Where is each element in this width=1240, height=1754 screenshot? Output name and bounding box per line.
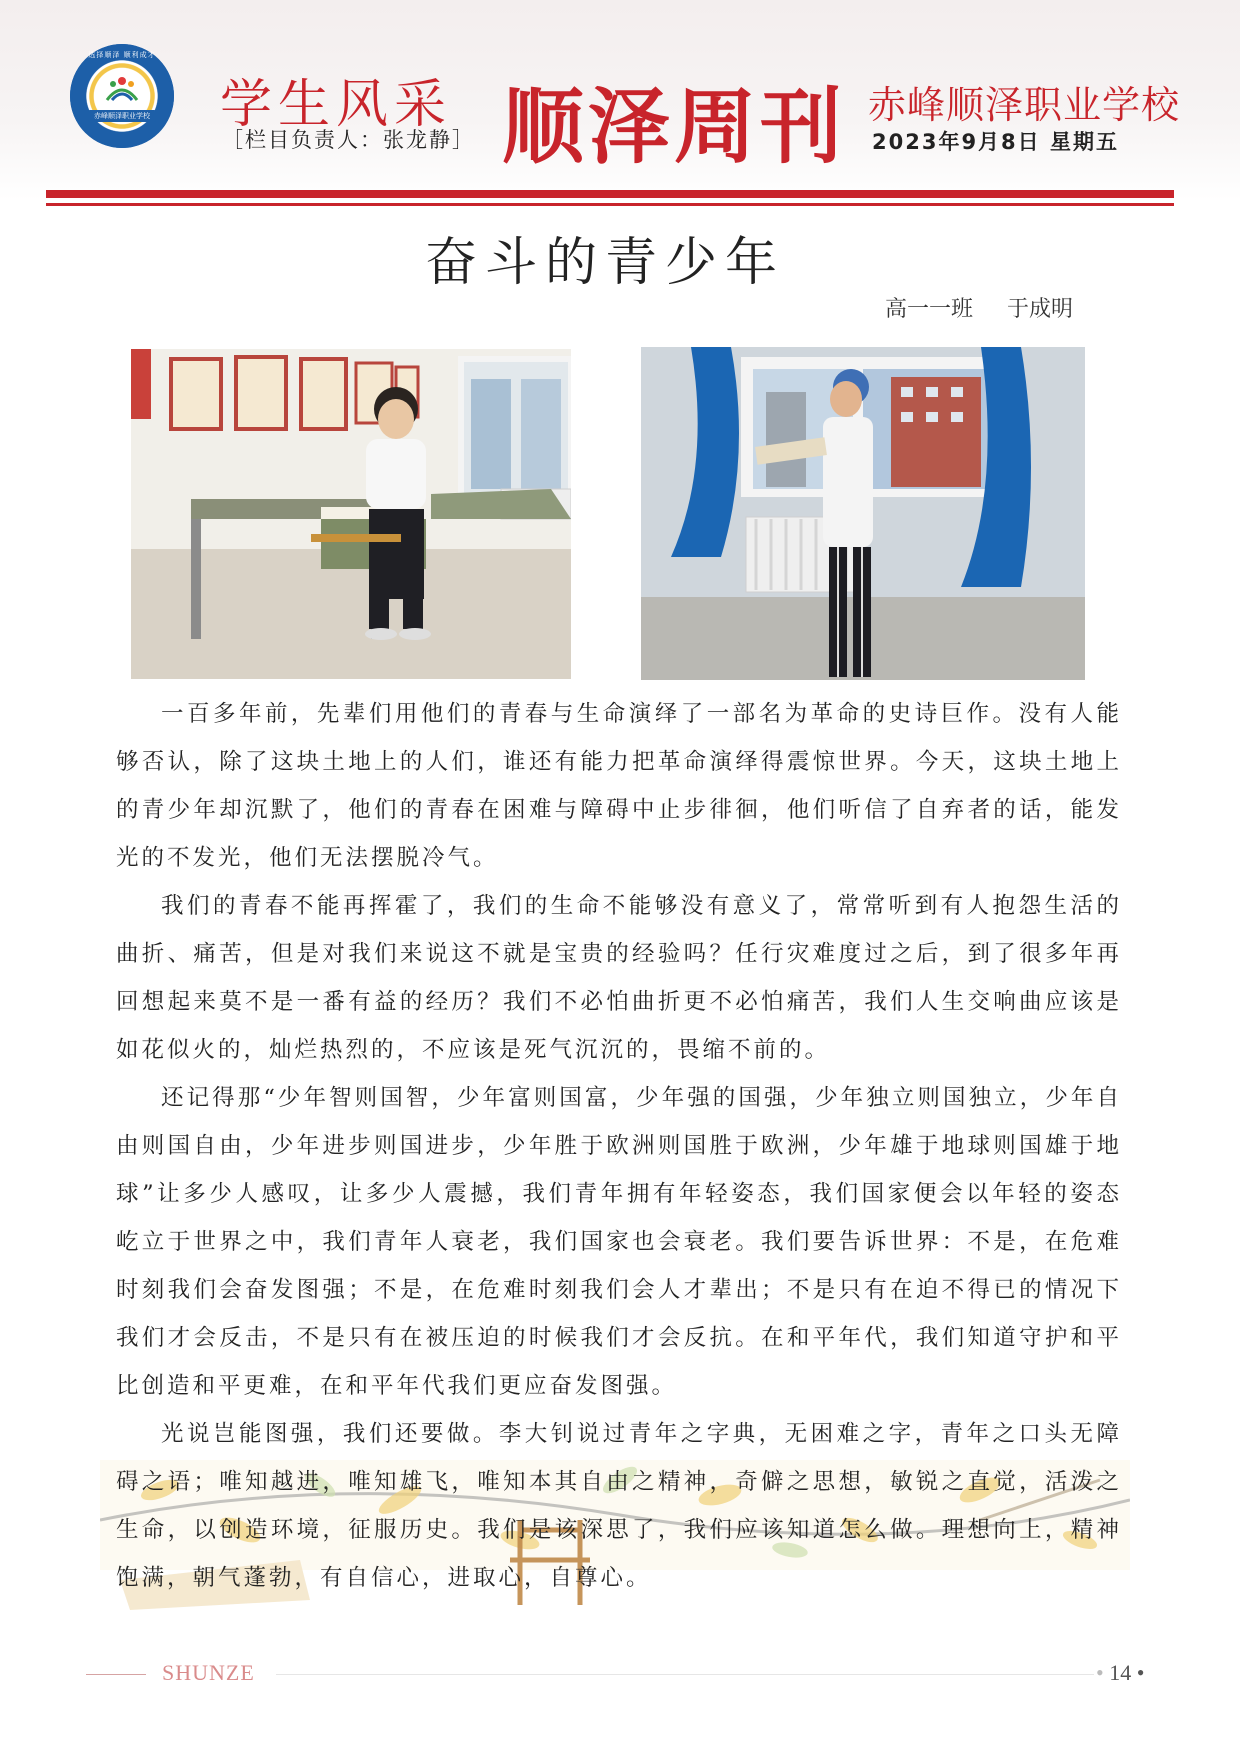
column-name: 学生风采 — [220, 75, 453, 135]
header-rule-thick — [46, 190, 1174, 198]
photo-student-by-window — [641, 347, 1085, 680]
student-reading-at-desk-photo-icon — [131, 349, 571, 679]
article-body — [116, 690, 1122, 1602]
photo-student-at-desk — [131, 349, 571, 679]
author-class: 高一一班 — [885, 297, 974, 322]
page-number-value: 14 — [1109, 1660, 1132, 1685]
logo-ring-text: 选择顺泽 顺利成才 — [88, 51, 156, 59]
paragraph-3: 还记得那“少年智则国智，少年富则国富，少年强的国强，少年独立则国独立，少年自由则国自由，少年进步则国进步，少年胜于欧洲则国胜于欧洲，少年雄于地球则国雄于地球”让多少人感叹，让多少人震撼，我们青年拥有年轻姿态，我们国家便会以年轻的姿态屹立于世界之中，我们青年人衰老，我们国家也会衰老。我们要告诉世界：不是，在危难时刻我们会奋发图强；不是，在危难时刻我们会人才辈出；不是只有在迫不得已的情况下我们才会反击，不是只有在被压迫的时候我们才会反抗。在和平年代，我们知道守护和平比创造和平更难，在和平年代我们更应奋发图强。 — [116, 1085, 1122, 1399]
publication-title: 顺泽周刊 — [502, 80, 847, 175]
footer-rule-left — [86, 1674, 146, 1675]
author-name: 于成明 — [1007, 297, 1074, 322]
issue-date: 2023年9月8日 星期五 — [872, 130, 1119, 154]
paragraph-2: 我们的青春不能再挥霍了，我们的生命不能够没有意义了，常常听到有人抱怨生活的曲折、痛苦，但是对我们来说这不就是宝贵的经验吗？任行灾难度过之后，到了很多年再回想起来莫不是一番有益的经历？我们不必怕曲折更不必怕痛苦，我们人生交响曲应该是如花似火的，灿烂热烈的，不应该是死气沉沉的，畏缩不前的。 — [116, 893, 1122, 1063]
page-dot-right-icon: • — [1136, 1660, 1145, 1685]
header-rule-thin — [46, 203, 1174, 206]
paragraph-4: 光说岂能图强，我们还要做。李大钊说过青年之字典，无困难之字，青年之口头无障碍之语；唯知越进，唯知雄飞，唯知本其自由之精神，奇僻之思想，敏锐之直觉，活泼之生命，以创造环境，征服历史。我们是该深思了，我们应该知道怎么做。理想向上，精神饱满，朝气蓬勃，有自信心，进取心，自尊心。 — [116, 1421, 1122, 1591]
byline — [885, 292, 1073, 323]
footer-brand: SHUNZE — [162, 1660, 255, 1685]
article-title: 奋斗的青少年 — [424, 233, 785, 293]
student-reading-by-window-photo-icon — [641, 347, 1085, 680]
logo-school-name: 赤峰顺泽职业学校 — [88, 110, 156, 122]
column-editor: ［栏目负责人：张龙静］ — [222, 128, 475, 152]
paragraph-1: 一百多年前，先辈们用他们的青春与生命演绎了一部名为革命的史诗巨作。没有人能够否认，除了这块土地上的人们，谁还有能力把革命演绎得震惊世界。今天，这块土地上的青少年却沉默了，他们的青春在困难与障碍中止步徘徊，他们听信了自弃者的话，能发光的不发光，他们无法摆脱冷气。 — [116, 701, 1122, 871]
page-dot-left-icon: • — [1096, 1660, 1104, 1685]
footer-rule-middle — [276, 1674, 1094, 1675]
school-logo — [70, 44, 174, 148]
page-number — [1096, 1660, 1144, 1686]
school-name: 赤峰顺泽职业学校 — [868, 83, 1181, 127]
logo-emblem-icon — [103, 74, 141, 104]
